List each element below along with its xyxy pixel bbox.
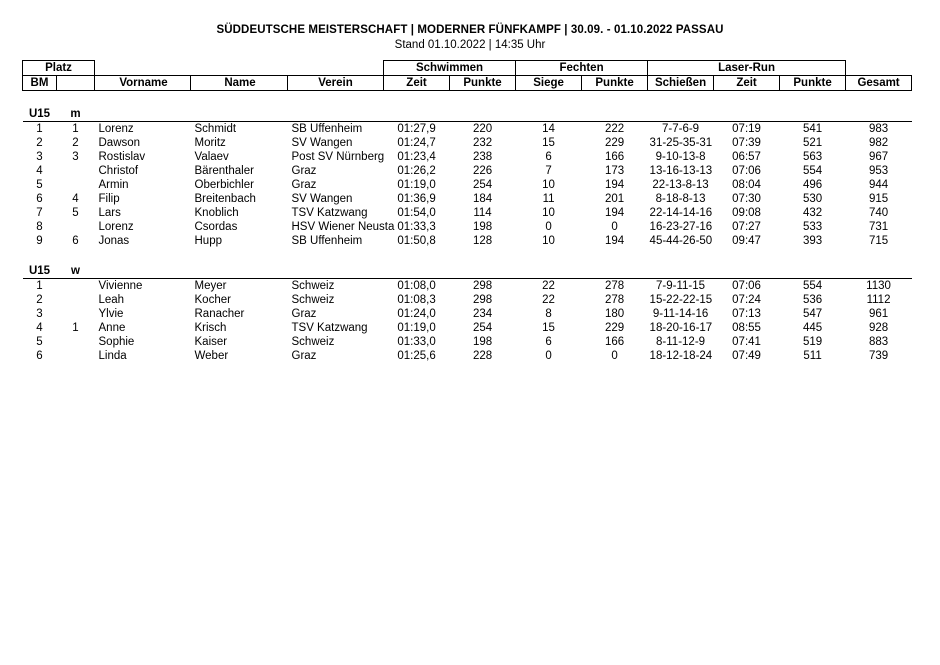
cell-vorname: Rostislav — [98, 151, 146, 163]
cell-platz: 6 — [36, 350, 43, 362]
cell-laser-punkte: 432 — [802, 207, 823, 219]
cell-platz: 1 — [36, 123, 43, 135]
cell-vorname: Leah — [98, 294, 125, 306]
cell-platz: 5 — [36, 336, 43, 348]
cell-gesamt: 967 — [868, 151, 889, 163]
header-blank — [95, 61, 384, 76]
cell-schwimmen-punkte: 232 — [472, 137, 493, 149]
cell-verein: HSV Wiener Neusta — [291, 221, 395, 233]
cell-platz: 2 — [36, 137, 43, 149]
cell-fechten-siege: 8 — [545, 308, 552, 320]
header-fechten: Fechten — [516, 61, 648, 76]
cell-laser-zeit: 06:57 — [732, 151, 761, 163]
cell-platz: 1 — [36, 280, 43, 292]
cell-bm — [57, 178, 95, 192]
cell-schwimmen-punkte: 220 — [472, 123, 493, 135]
cell-platz: 8 — [36, 221, 43, 233]
header-bm: BM — [23, 76, 57, 91]
cell-fechten-siege: 7 — [545, 165, 552, 177]
cell-schwimmen-punkte: 234 — [472, 308, 493, 320]
cell-fechten-punkte: 180 — [604, 308, 625, 320]
cell-laser-schiessen: 9-11-14-16 — [652, 308, 709, 320]
cell-name: Weber — [194, 350, 229, 362]
cell-schwimmen-punkte: 238 — [472, 151, 493, 163]
cell-fechten-siege: 15 — [542, 322, 555, 334]
cell-laser-schiessen: 8-11-12-9 — [656, 336, 706, 348]
cell-schwimmen-zeit: 01:08,0 — [397, 280, 436, 292]
cell-fechten-siege: 10 — [542, 207, 555, 219]
table-row — [23, 349, 912, 363]
cell-fechten-siege: 11 — [542, 193, 555, 205]
cell-laser-punkte: 530 — [802, 193, 823, 205]
cell-verein: Graz — [291, 179, 317, 191]
cell-fechten-punkte: 201 — [604, 193, 625, 205]
header-verein: Verein — [288, 76, 384, 91]
cell-vorname: Linda — [98, 350, 127, 362]
cell-verein: SV Wangen — [291, 137, 353, 149]
cell-schwimmen-zeit: 01:24,7 — [397, 137, 436, 149]
results-table — [22, 60, 912, 363]
cell-laser-punkte: 541 — [802, 123, 823, 135]
cell-laser-punkte: 563 — [802, 151, 823, 163]
cell-bm — [57, 293, 95, 307]
table-row — [23, 220, 912, 234]
cell-laser-zeit: 08:04 — [732, 179, 761, 191]
group-header-row — [23, 264, 912, 279]
cell-name: Bärenthaler — [194, 165, 254, 177]
cell-vorname: Armin — [98, 179, 129, 191]
cell-name: Breitenbach — [194, 193, 256, 205]
cell-vorname: Lorenz — [98, 123, 134, 135]
cell-laser-schiessen: 18-12-18-24 — [649, 350, 713, 362]
cell-laser-zeit: 09:08 — [732, 207, 761, 219]
cell-gesamt: 731 — [868, 221, 889, 233]
cell-fechten-punkte: 0 — [611, 350, 618, 362]
cell-fechten-punkte: 194 — [604, 179, 625, 191]
header-row-top — [23, 61, 912, 76]
cell-laser-zeit: 07:30 — [732, 193, 761, 205]
cell-fechten-punkte: 194 — [604, 207, 625, 219]
cell-fechten-punkte: 229 — [604, 322, 625, 334]
group-line — [95, 107, 912, 122]
cell-platz: 9 — [36, 235, 43, 247]
cell-laser-schiessen: 15-22-22-15 — [649, 294, 713, 306]
cell-gesamt: 715 — [868, 235, 889, 247]
cell-schwimmen-zeit: 01:27,9 — [397, 123, 436, 135]
cell-fechten-siege: 0 — [545, 221, 552, 233]
cell-name: Krisch — [194, 322, 227, 334]
header-vorname: Vorname — [95, 76, 191, 91]
cell-verein: Graz — [291, 165, 317, 177]
table-row — [23, 335, 912, 349]
cell-gesamt: 883 — [868, 336, 889, 348]
group-sex: m — [57, 107, 95, 122]
cell-schwimmen-zeit: 01:33,0 — [397, 336, 436, 348]
spacer-cell — [23, 91, 912, 108]
cell-vorname: Filip — [98, 193, 120, 205]
cell-name: Kaiser — [194, 336, 228, 348]
cell-laser-punkte: 536 — [802, 294, 823, 306]
cell-name: Moritz — [194, 137, 226, 149]
cell-gesamt: 740 — [868, 207, 889, 219]
cell-platz: 5 — [36, 179, 43, 191]
cell-fechten-punkte: 173 — [604, 165, 625, 177]
cell-name: Ranacher — [194, 308, 245, 320]
cell-vorname: Lorenz — [98, 221, 134, 233]
cell-verein: TSV Katzwang — [291, 207, 368, 219]
cell-schwimmen-zeit: 01:19,0 — [397, 322, 436, 334]
cell-bm — [57, 349, 95, 363]
cell-vorname: Anne — [98, 322, 126, 334]
cell-schwimmen-zeit: 01:19,0 — [397, 179, 436, 191]
cell-laser-zeit: 07:24 — [732, 294, 761, 306]
cell-platz: 6 — [36, 193, 43, 205]
cell-laser-schiessen: 16-23-27-16 — [649, 221, 713, 233]
cell-name: Csordas — [194, 221, 238, 233]
spacer-cell — [23, 248, 912, 264]
table-row — [23, 150, 912, 164]
cell-laser-schiessen: 31-25-35-31 — [649, 137, 713, 149]
cell-laser-punkte: 554 — [802, 280, 823, 292]
cell-bm — [57, 164, 95, 178]
cell-fechten-punkte: 278 — [604, 280, 625, 292]
cell-gesamt: 953 — [868, 165, 889, 177]
cell-schwimmen-punkte: 114 — [473, 207, 492, 219]
cell-schwimmen-punkte: 298 — [472, 294, 493, 306]
cell-schwimmen-zeit: 01:50,8 — [397, 235, 436, 247]
cell-verein: SB Uffenheim — [291, 123, 363, 135]
header-laser-zeit: Zeit — [714, 76, 780, 91]
cell-platz: 7 — [36, 207, 43, 219]
cell-verein: Graz — [291, 350, 317, 362]
header-platz: Platz — [23, 61, 95, 76]
cell-fechten-siege: 10 — [542, 235, 555, 247]
header-schwimmen-punkte: Punkte — [450, 76, 516, 91]
cell-verein: SB Uffenheim — [291, 235, 363, 247]
header-row-bottom — [23, 76, 912, 91]
cell-schwimmen-punkte: 184 — [472, 193, 493, 205]
cell-schwimmen-zeit: 01:26,2 — [397, 165, 436, 177]
cell-platz: 4 — [36, 322, 43, 334]
cell-fechten-siege: 22 — [542, 280, 555, 292]
cell-vorname: Jonas — [98, 235, 130, 247]
header-fechten-punkte: Punkte — [582, 76, 648, 91]
cell-laser-zeit: 08:55 — [732, 322, 761, 334]
header-blank-gesamt — [846, 61, 912, 76]
table-row — [23, 164, 912, 178]
cell-name: Kocher — [194, 294, 231, 306]
cell-fechten-siege: 22 — [542, 294, 555, 306]
cell-gesamt: 928 — [868, 322, 889, 334]
cell-fechten-siege: 14 — [542, 123, 555, 135]
group-age: U15 — [23, 107, 57, 122]
cell-vorname: Christof — [98, 165, 139, 177]
cell-schwimmen-punkte: 298 — [472, 280, 493, 292]
cell-vorname: Ylvie — [98, 308, 124, 320]
cell-verein: TSV Katzwang — [291, 322, 368, 334]
cell-laser-zeit: 07:39 — [732, 137, 761, 149]
cell-platz: 2 — [36, 294, 43, 306]
cell-fechten-punkte: 166 — [604, 151, 625, 163]
cell-fechten-siege: 10 — [542, 179, 555, 191]
table-row — [23, 136, 912, 150]
header-schwimmen-zeit: Zeit — [384, 76, 450, 91]
cell-fechten-punkte: 0 — [611, 221, 618, 233]
table-row — [23, 307, 912, 321]
cell-schwimmen-punkte: 254 — [472, 179, 493, 191]
cell-bm: 3 — [72, 151, 79, 163]
table-row — [23, 234, 912, 248]
cell-bm: 5 — [72, 207, 79, 219]
cell-fechten-siege: 15 — [542, 137, 555, 149]
cell-gesamt: 1130 — [866, 280, 891, 292]
group-age: U15 — [23, 264, 57, 279]
table-row — [23, 279, 912, 294]
cell-laser-punkte: 519 — [802, 336, 823, 348]
cell-fechten-punkte: 194 — [604, 235, 625, 247]
cell-laser-punkte: 547 — [802, 308, 823, 320]
cell-laser-punkte: 445 — [802, 322, 823, 334]
spacer-row — [23, 91, 912, 108]
cell-gesamt: 915 — [868, 193, 889, 205]
cell-schwimmen-zeit: 01:36,9 — [397, 193, 436, 205]
cell-name: Meyer — [194, 280, 227, 292]
cell-bm: 6 — [72, 235, 79, 247]
cell-laser-schiessen: 13-16-13-13 — [649, 165, 713, 177]
cell-platz: 3 — [36, 151, 43, 163]
cell-verein: Schweiz — [291, 294, 335, 306]
cell-vorname: Dawson — [98, 137, 141, 149]
cell-schwimmen-punkte: 198 — [472, 221, 493, 233]
cell-schwimmen-punkte: 198 — [472, 336, 493, 348]
cell-schwimmen-zeit: 01:08,3 — [397, 294, 436, 306]
cell-laser-punkte: 393 — [802, 235, 823, 247]
cell-verein: Graz — [291, 308, 317, 320]
cell-laser-punkte: 554 — [802, 165, 823, 177]
cell-fechten-punkte: 229 — [604, 137, 625, 149]
header-name: Name — [191, 76, 288, 91]
cell-laser-zeit: 07:27 — [732, 221, 761, 233]
cell-fechten-siege: 0 — [545, 350, 552, 362]
cell-vorname: Lars — [98, 207, 121, 219]
cell-gesamt: 944 — [868, 179, 889, 191]
cell-vorname: Vivienne — [98, 280, 143, 292]
cell-bm — [57, 220, 95, 234]
cell-laser-zeit: 07:19 — [732, 123, 761, 135]
cell-fechten-punkte: 166 — [604, 336, 625, 348]
cell-verein: Schweiz — [291, 280, 335, 292]
cell-fechten-punkte: 278 — [604, 294, 625, 306]
cell-laser-zeit: 07:13 — [732, 308, 761, 320]
cell-bm — [57, 307, 95, 321]
cell-laser-schiessen: 22-14-14-16 — [649, 207, 713, 219]
spacer-row — [23, 248, 912, 264]
cell-name: Valaev — [194, 151, 229, 163]
header-bm-blank — [57, 76, 95, 91]
cell-laser-punkte: 511 — [803, 350, 822, 362]
cell-name: Hupp — [194, 235, 222, 247]
cell-gesamt: 1112 — [866, 294, 891, 306]
page-title: SÜDDEUTSCHE MEISTERSCHAFT | MODERNER FÜNFKAMPF | 30.09. - 01.10.2022 PASSAU — [216, 24, 724, 36]
group-header-row — [23, 107, 912, 122]
cell-laser-schiessen: 22-13-8-13 — [652, 179, 709, 191]
cell-vorname: Sophie — [98, 336, 135, 348]
cell-fechten-punkte: 222 — [604, 123, 625, 135]
cell-laser-zeit: 07:49 — [732, 350, 761, 362]
cell-schwimmen-zeit: 01:23,4 — [397, 151, 436, 163]
cell-schwimmen-zeit: 01:24,0 — [397, 308, 436, 320]
cell-schwimmen-punkte: 228 — [472, 350, 493, 362]
header-gesamt: Gesamt — [846, 76, 912, 91]
cell-fechten-siege: 6 — [545, 336, 552, 348]
cell-verein: SV Wangen — [291, 193, 353, 205]
table-row — [23, 192, 912, 206]
cell-name: Schmidt — [194, 123, 237, 135]
cell-laser-punkte: 521 — [802, 137, 823, 149]
table-row — [23, 178, 912, 192]
cell-schwimmen-zeit: 01:54,0 — [397, 207, 436, 219]
table-row — [23, 206, 912, 220]
table-row — [23, 321, 912, 335]
group-sex: w — [57, 264, 95, 279]
cell-bm: 4 — [72, 193, 79, 205]
header-schwimmen: Schwimmen — [384, 61, 516, 76]
cell-laser-schiessen: 9-10-13-8 — [655, 151, 706, 163]
cell-laser-punkte: 533 — [802, 221, 823, 233]
header-fechten-siege: Siege — [516, 76, 582, 91]
group-line — [95, 264, 912, 279]
cell-laser-schiessen: 7-7-6-9 — [662, 123, 700, 135]
cell-fechten-siege: 6 — [545, 151, 552, 163]
cell-verein: Post SV Nürnberg — [291, 151, 385, 163]
cell-gesamt: 983 — [868, 123, 889, 135]
cell-schwimmen-zeit: 01:25,6 — [397, 350, 436, 362]
header-laser-run: Laser-Run — [648, 61, 846, 76]
header-laser-punkte: Punkte — [780, 76, 846, 91]
cell-laser-schiessen: 45-44-26-50 — [649, 235, 713, 247]
cell-schwimmen-punkte: 254 — [472, 322, 493, 334]
table-row — [23, 293, 912, 307]
cell-name: Knoblich — [194, 207, 239, 219]
cell-schwimmen-zeit: 01:33,3 — [397, 221, 436, 233]
cell-schwimmen-punkte: 226 — [472, 165, 493, 177]
cell-schwimmen-punkte: 128 — [472, 235, 493, 247]
cell-laser-schiessen: 8-18-8-13 — [655, 193, 706, 205]
cell-laser-schiessen: 7-9-11-15 — [656, 280, 706, 292]
cell-bm: 1 — [72, 322, 79, 334]
header-laser-schiessen: Schießen — [648, 76, 714, 91]
cell-laser-punkte: 496 — [802, 179, 823, 191]
cell-bm — [57, 279, 95, 294]
cell-bm: 1 — [72, 123, 79, 135]
table-row — [23, 122, 912, 137]
status-timestamp: Stand 01.10.2022 | 14:35 Uhr — [394, 39, 546, 51]
cell-bm — [57, 335, 95, 349]
cell-laser-zeit: 09:47 — [732, 235, 761, 247]
cell-laser-zeit: 07:06 — [732, 165, 761, 177]
cell-gesamt: 982 — [868, 137, 889, 149]
cell-laser-zeit: 07:06 — [732, 280, 761, 292]
cell-laser-zeit: 07:41 — [732, 336, 761, 348]
cell-name: Oberbichler — [194, 179, 254, 191]
cell-gesamt: 961 — [868, 308, 889, 320]
cell-platz: 3 — [36, 308, 43, 320]
cell-laser-schiessen: 18-20-16-17 — [649, 322, 713, 334]
cell-platz: 4 — [36, 165, 43, 177]
cell-verein: Schweiz — [291, 336, 335, 348]
cell-bm: 2 — [72, 137, 79, 149]
cell-gesamt: 739 — [868, 350, 889, 362]
